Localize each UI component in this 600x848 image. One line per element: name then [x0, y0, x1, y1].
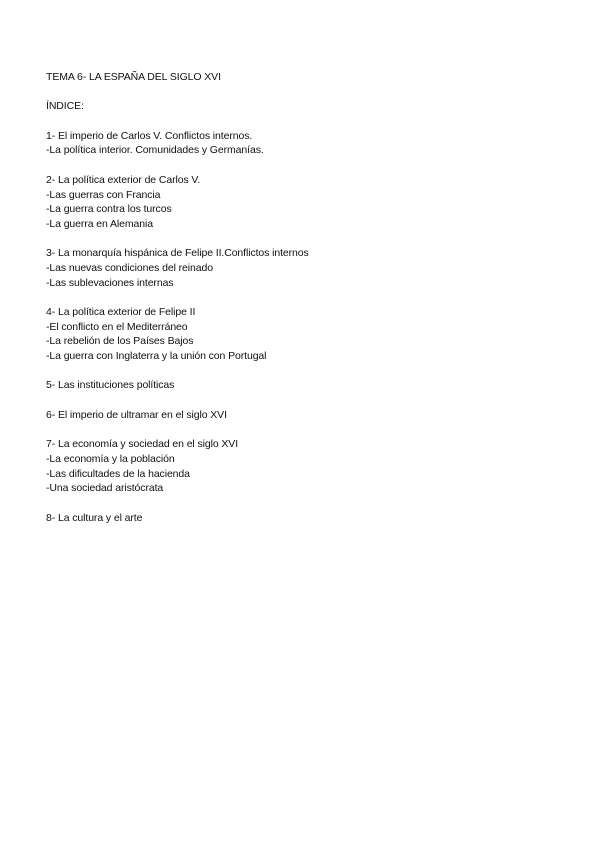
section-3: [46, 246, 566, 290]
section-item: -Las dificultades de la hacienda: [46, 467, 190, 480]
section-item: -Las sublevaciones internas: [46, 276, 174, 289]
index-label: ÍNDICE:: [46, 100, 84, 113]
spacer: [46, 158, 566, 173]
spacer: [46, 85, 566, 100]
spacer: [46, 232, 566, 247]
section-heading: 8- La cultura y el arte: [46, 511, 143, 524]
section-item: -La guerra contra los turcos: [46, 203, 172, 216]
section-heading: 4- La política exterior de Felipe II: [46, 306, 196, 318]
section-item: -La política interior. Comunidades y Germanías.: [46, 144, 264, 157]
spacer: [46, 114, 566, 129]
section-item: -Las nuevas condiciones del reinado: [46, 261, 213, 274]
document-title: TEMA 6- LA ESPAÑA DEL SIGLO XVI: [46, 71, 221, 83]
section-item: -La economía y la población: [46, 452, 175, 465]
section-1: [46, 129, 566, 158]
section-6: [46, 408, 566, 423]
section-heading: 5- Las instituciones políticas: [46, 379, 175, 392]
spacer: [46, 290, 566, 305]
section-8: [46, 511, 566, 526]
section-7: [46, 437, 566, 496]
section-2: [46, 173, 566, 232]
section-item: -La guerra con Inglaterra y la unión con Portugal: [46, 350, 267, 363]
section-heading: 6- El imperio de ultramar en el siglo XVI: [46, 408, 227, 421]
section-heading: 3- La monarquía hispánica de Felipe II.Conflictos internos: [46, 247, 309, 260]
section-4: [46, 305, 566, 364]
section-item: -El conflicto en el Mediterráneo: [46, 320, 188, 333]
spacer: [46, 423, 566, 438]
section-item: -Una sociedad aristócrata: [46, 482, 164, 495]
section-heading: 2- La política exterior de Carlos V.: [46, 173, 201, 186]
section-item: -La guerra en Alemania: [46, 217, 153, 230]
spacer: [46, 364, 566, 379]
section-heading: 7- La economía y sociedad en el siglo XVI: [46, 438, 239, 451]
section-item: -La rebelión de los Países Bajos: [46, 335, 194, 348]
spacer: [46, 393, 566, 408]
document-page: [46, 70, 566, 525]
section-item: -Las guerras con Francia: [46, 188, 161, 201]
section-5: [46, 378, 566, 393]
spacer: [46, 496, 566, 511]
section-heading: 1- El imperio de Carlos V. Conflictos internos.: [46, 129, 253, 142]
